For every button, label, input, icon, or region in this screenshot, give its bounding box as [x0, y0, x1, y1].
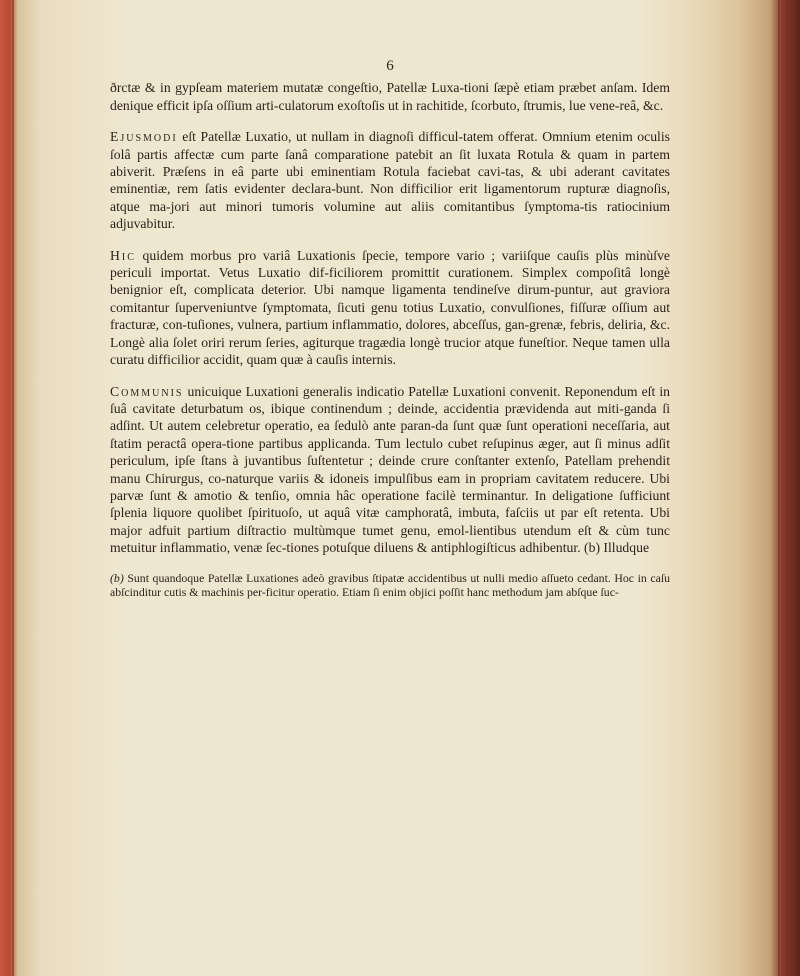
footnote-text: Sunt quandoque Patellæ Luxationes adeò gravibus ſtipatæ accidentibus ut nulli medio aſſueto cedant. Hoc in caſu abſcinditur cutis & machinis per-ficitur operatio. Etiam ſi enim objici poſſit hanc methodum jam abſque ſuc-: [110, 570, 670, 600]
paragraph-2: [110, 128, 670, 232]
paragraph-3: [110, 247, 670, 369]
page-number: 6: [386, 58, 394, 74]
paragraph-1-text: ðrctæ & in gypſeam materiem mutatæ congeſtio, Patellæ Luxa-tioni ſæpè etiam præbet anſam. Idem denique efficit ipſa oſſium arti-culatorum exoſtoſis ut in rachitide, ſcorbuto, ſtrumis, lue vene-reâ, &c.: [110, 80, 670, 113]
paragraph-2-text: eſt Patellæ Luxatio, ut nullam in diagnoſi difficul-tatem offerat. Omnium etenim oculis ſolâ partis affectæ cum parte ſanâ comparatione patebit an ſit luxata Rotula & quam in partem abiverit. Præſens in eâ parte ubi eminentiam Rotula faciebat cavi-tas, & ubi aderant cavitates eminentiæ, rem ſatis evidenter declara-bunt. Non difficilior erit ligamentorum rupturæ diagnoſis, atque ma-jori aut minori tumoris volumine aut aliis comitantibus ſymptoma-tis ratiocinium adjuvabitur.: [110, 129, 670, 232]
footnote-mark: (b): [110, 570, 124, 585]
left-binding-edge: [12, 0, 14, 976]
paragraph-2-lead: Ejusmodi: [110, 129, 178, 145]
paragraph-3-lead: Hic: [110, 247, 136, 263]
right-binding-edge-inner: [786, 0, 788, 976]
paragraph-3-text: quidem morbus pro variâ Luxationis ſpecie, tempore vario ; variiſque cauſis plùs minùſve periculi importat. Vetus Luxatio dif-ficiliorem promittit curationem. Simplex compoſitâ longè benignior eſt, complicata deterior. Ubi namque ligamenta tendineſve dirum-puntur, aut graviora comitantur ſuperveniuntve ſymptomata, ſicuti genu totius Luxatio, convulſiones, fiſſuræ oſſium aut fracturæ, con-tuſiones, vulnera, partium inflammatio, dolores, abceſſus, gan-grenæ, febris, deliria, &c. Longè alia ſolet oriri rerum ſeries, agiturque tragædia longè trucior atque funeſtior. Neque tamen ulla curatu difficilior accidit, quam quæ à cauſis internis.: [110, 247, 670, 368]
page-body: [110, 58, 670, 612]
paragraph-4-lead: Communis: [110, 383, 184, 399]
paragraph-1: [110, 79, 670, 114]
paragraph-4-text: unicuique Luxationi generalis indicatio Patellæ Luxationi convenit. Reponendum eſt in ſuâ cavitate deturbatum os, ibique continendum ; deinde, accidentia prævidenda aut miti-ganda ſi adſint. Ut autem celebretur operatio, ea ſedulò ante paran-da ſunt quæ ſunt operationi neceſſaria, aut ſtatim peractâ opera-tione partibus applicanda. Tum lectulo cubet reſupinus æger, aut ſi minus adſit periculum, ipſe ſtans à juvantibus ſuſtentetur ; deinde crure conſtanter extenſo, Patellam prehendit manu Chirurgus, co-naturque variis & idoneis impulſibus eam in propriam cavitatem reducere. Ubi parvæ ſunt & amotio & tenſio, omnia hâc operatione facilè terminantur. In deligatione ſufficiunt ſplenia liquore quolibet ſpirituoſo, ut aquâ vitæ camphoratâ, imbuta, faſciis ut par eſt retenta. Ubi major adfuit partium diſtractio multùmque tumet genu, emol-lientibus utendum eſt & cùm tunc metuitur inflammatio, venæ ſec-tiones potuſque diluens & antiphlogiſticus adhibentur. (b) Illudque: [110, 383, 670, 556]
paragraph-4: [110, 383, 670, 557]
right-binding-edge: [778, 0, 780, 976]
footnote: [110, 571, 670, 600]
